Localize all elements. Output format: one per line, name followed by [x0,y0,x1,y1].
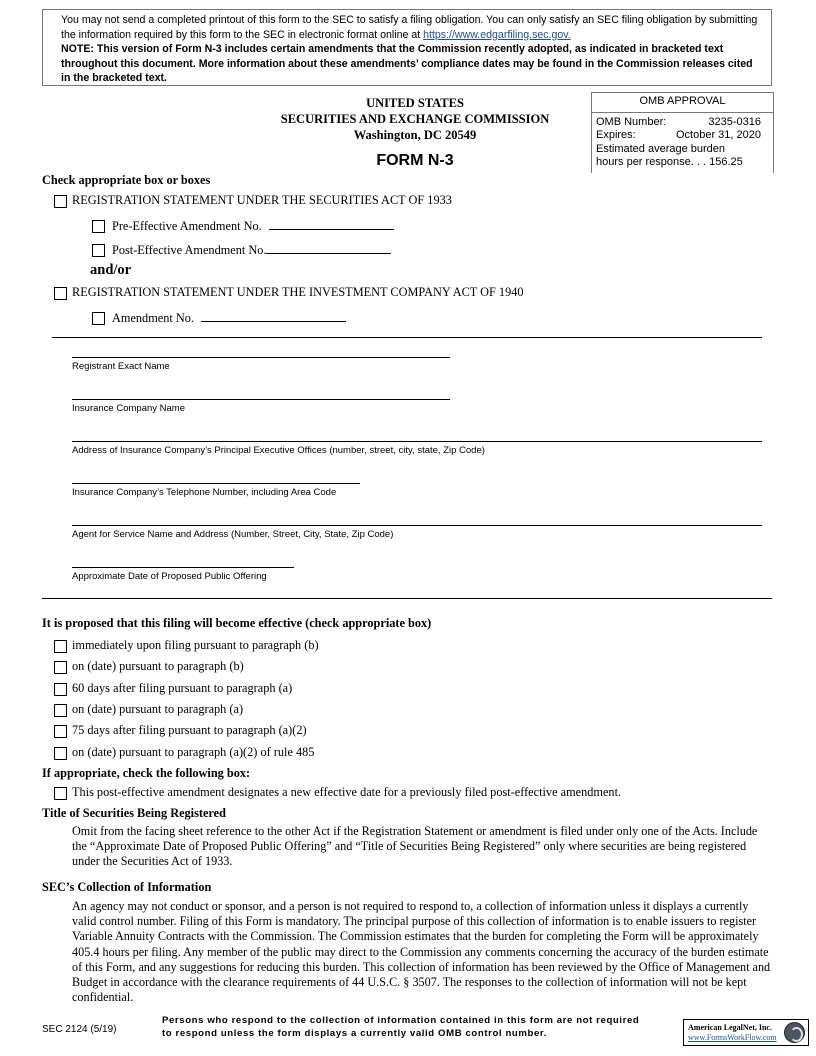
effective-heading: It is proposed that this filing will become effective (check appropriate box) [42,616,432,630]
agency-header [250,95,580,143]
effective-option-label: immediately upon filing pursuant to paragraph (b) [72,638,319,652]
amendment-label: Amendment No. [112,311,194,325]
investment-act-label: REGISTRATION STATEMENT UNDER THE INVESTMENT COMPANY ACT OF 1940 [72,285,524,299]
omb-expires-label: Expires: [596,129,636,141]
and-or-label: and/or [90,262,132,278]
logo-url[interactable]: www.FormsWorkFlow.com [688,1033,777,1042]
legalnet-logo[interactable] [683,1019,809,1046]
effective-option-checkbox[interactable] [54,661,67,674]
amendment-checkbox[interactable] [92,312,105,325]
omb-control-warning: Persons who respond to the collection of information contained in this form are not required to respond unless the form displays a currently valid OMB control number. [162,1015,640,1039]
agent-field[interactable] [72,525,762,526]
insurance-company-label: Insurance Company Name [72,403,185,414]
collection-heading: SEC’s Collection of Information [42,880,212,894]
section-divider [52,337,762,338]
effective-option-label: 60 days after filing pursuant to paragraph (a) [72,681,293,695]
telephone-label: Insurance Company’s Telephone Number, including Area Code [72,487,337,498]
omb-title: OMB APPROVAL [592,93,773,113]
form-code: SEC 2124 (5/19) [42,1024,117,1035]
offering-date-field[interactable] [72,567,294,568]
pre-effective-label: Pre-Effective Amendment No. [112,219,262,233]
agent-label: Agent for Service Name and Address (Number, Street, City, State, Zip Code) [72,529,394,540]
post-effective-row [112,242,391,258]
securities-act-checkbox[interactable] [54,195,67,208]
electronic-filing-notice [42,9,772,86]
if-appropriate-heading: If appropriate, check the following box: [42,766,251,780]
title-securities-instructions: Omit from the facing sheet reference to the other Act if the Registration Statement or amendment is filed under only one of the Acts. Include the “Approximate Date of Proposed Public Offering” and “Title of Securities Being Registered” only where securities are being registered under the Securities Act of 1933. [72,824,758,869]
investment-act-checkbox[interactable] [54,287,67,300]
new-effective-date-checkbox[interactable] [54,787,67,800]
pre-effective-number-field[interactable] [269,218,394,230]
offering-date-label: Approximate Date of Proposed Public Offering [72,571,267,582]
check-boxes-heading: Check appropriate box or boxes [42,173,211,187]
amendment-number-field[interactable] [201,310,346,322]
registrant-name-label: Registrant Exact Name [72,361,170,372]
post-effective-checkbox[interactable] [92,244,105,257]
address-label: Address of Insurance Company’s Principal Executive Offices (number, street, city, state, Zip Code) [72,445,485,456]
omb-expires-value: October 31, 2020 [675,129,761,141]
pre-effective-row [112,218,394,234]
effective-option-label: on (date) pursuant to paragraph (b) [72,659,244,673]
new-effective-date-label: This post-effective amendment designates a new effective date for a previously filed post-effective amendment. [72,785,622,799]
effective-option-label: on (date) pursuant to paragraph (a)(2) of rule 485 [72,745,315,759]
header-country: UNITED STATES [366,96,464,110]
globe-icon [784,1022,805,1043]
insurance-company-field[interactable] [72,399,450,400]
edgar-filing-link[interactable]: https://www.edgarfiling.sec.gov. [423,28,571,41]
omb-burden-line1: Estimated average burden [596,142,726,155]
effective-option-checkbox[interactable] [54,747,67,760]
pre-effective-checkbox[interactable] [92,220,105,233]
form-title: FORM N-3 [376,152,454,169]
logo-company: American LegalNet, Inc. [688,1023,772,1032]
effective-option-checkbox[interactable] [54,640,67,653]
amendment-note: NOTE: This version of Form N-3 includes certain amendments that the Commission recently adopted, as indicated in bracketed text throughout this document. More information about these amendments’ compliance dates may be found in the Commission releases cited in the bracketed text. [61,43,753,84]
effective-option-checkbox[interactable] [54,704,67,717]
telephone-field[interactable] [72,483,360,484]
post-effective-number-field[interactable] [266,242,391,254]
effective-option-label: on (date) pursuant to paragraph (a) [72,702,244,716]
effective-option-checkbox[interactable] [54,683,67,696]
omb-number-value: 3235-0316 [708,115,761,128]
effective-option-label: 75 days after filing pursuant to paragraph (a)(2) [72,723,307,737]
notice-text: You may not send a completed printout of this form to the SEC to satisfy a filing obligation. You can only satisfy an SEC filing obligation by submitting the information required by this form to the SEC in electronic format online at [61,14,758,41]
section-divider [42,598,772,599]
omb-approval-box [591,92,774,173]
address-field[interactable] [72,441,762,442]
securities-act-label: REGISTRATION STATEMENT UNDER THE SECURITIES ACT OF 1933 [72,193,452,207]
post-effective-label: Post-Effective Amendment No. [112,243,267,257]
header-location: Washington, DC 20549 [353,128,477,142]
header-agency: SECURITIES AND EXCHANGE COMMISSION [280,112,550,126]
title-securities-heading: Title of Securities Being Registered [42,806,226,820]
omb-number-label: OMB Number: [596,115,667,128]
amendment-row [112,310,346,326]
registrant-name-field[interactable] [72,357,450,358]
omb-burden-line2: hours per response. . . 156.25 [596,156,743,168]
collection-body: An agency may not conduct or sponsor, and a person is not required to respond to, a collection of information unless it displays a currently valid control number. Filing of this Form is mandatory. The principal purpose of this collection of information is to enable issuers to register Variable Annuity Contracts with the Commission. The Commission estimates that the burden for completing the Form will be approximately 405.4 hours per filing. Any member of the public may direct to the Commission any comments concerning the accuracy of the burden estimate of this Form, and any suggestions for reducing this burden. This collection of information has been reviewed by the Office of Management and Budget in accordance with the clearance requirements of 44 U.S.C. § 3507. The responses to the collection of information will not be kept confidential. [72,899,771,1005]
effective-option-checkbox[interactable] [54,725,67,738]
